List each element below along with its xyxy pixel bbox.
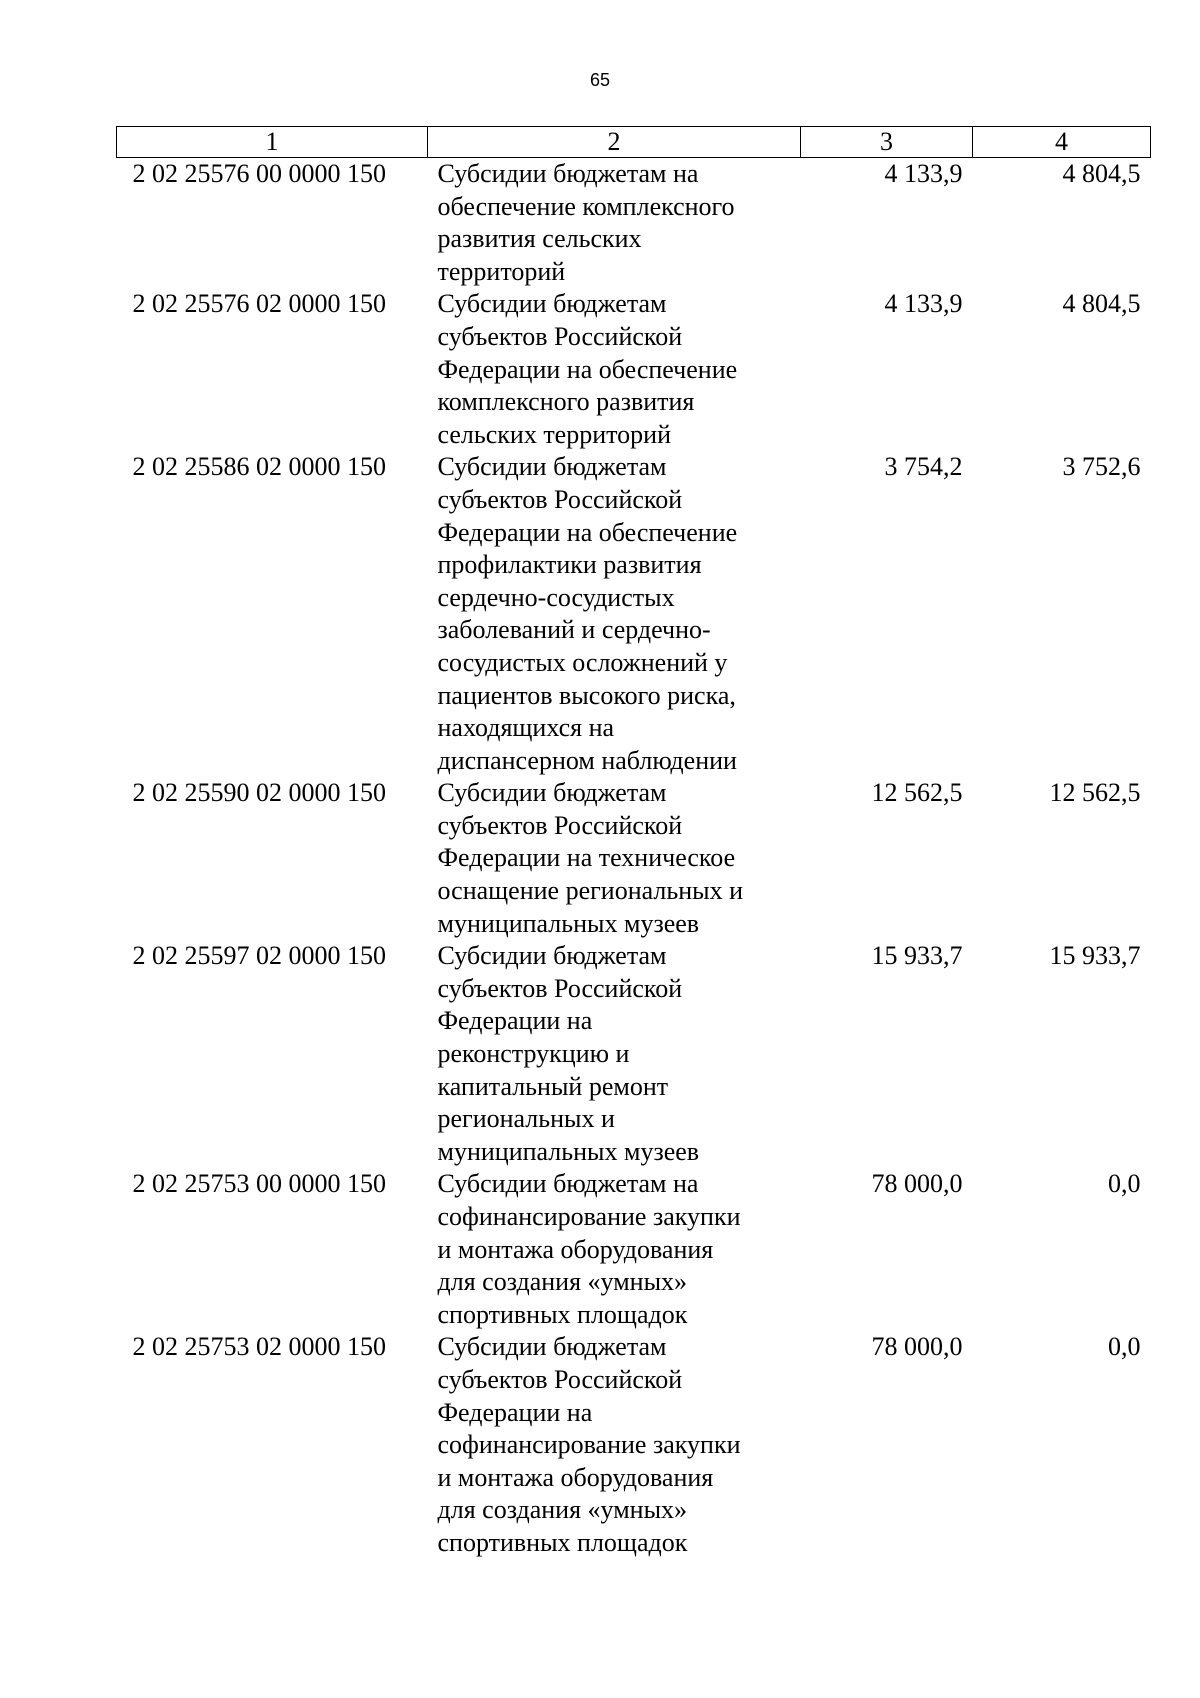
item-name-line: субъектов Российской bbox=[437, 321, 683, 351]
item-name-cell bbox=[428, 451, 801, 777]
item-name-cell bbox=[428, 288, 801, 451]
amount-column-4-cell: 12 562,5 bbox=[1049, 778, 1141, 808]
item-name-line: Субсидии бюджетам bbox=[437, 289, 667, 319]
item-name-line: находящихся на bbox=[437, 713, 615, 743]
item-name-line: софинансирование закупки bbox=[437, 1430, 741, 1460]
item-name-line: муниципальных музеев bbox=[437, 908, 700, 938]
table-row bbox=[117, 1331, 1151, 1559]
item-name-line: Федерации на bbox=[437, 1397, 593, 1427]
amount-column-4-cell: 3 752,6 bbox=[1062, 452, 1141, 482]
item-name-line: Субсидии бюджетам bbox=[437, 941, 667, 971]
item-name-line: комплексного развития bbox=[437, 387, 695, 417]
budget-code-cell: 2 02 25753 00 0000 150 bbox=[132, 1169, 386, 1199]
amount-column-4-cell: 4 804,5 bbox=[1062, 159, 1141, 188]
item-name-line: обеспечение комплексного bbox=[437, 191, 735, 221]
amount-column-4-cell: 0,0 bbox=[1108, 1332, 1141, 1362]
budget-code-cell: 2 02 25586 02 0000 150 bbox=[132, 452, 386, 482]
table-row bbox=[117, 288, 1151, 451]
item-name-line: пациентов высокого риска, bbox=[437, 680, 736, 710]
amount-column-4-cell: 4 804,5 bbox=[1062, 289, 1141, 319]
budget-code-cell: 2 02 25576 00 0000 150 bbox=[132, 159, 386, 188]
item-name-line: для создания «умных» bbox=[437, 1267, 688, 1297]
table-header-row bbox=[117, 127, 1151, 158]
budget-code-cell: 2 02 25576 02 0000 150 bbox=[132, 289, 386, 319]
budget-code-cell: 2 02 25590 02 0000 150 bbox=[132, 778, 386, 808]
item-name-line: софинансирование закупки bbox=[437, 1202, 741, 1231]
table-row bbox=[117, 1168, 1151, 1331]
item-name-line: диспансерном наблюдении bbox=[437, 745, 737, 775]
amount-column-3-cell: 12 562,5 bbox=[871, 778, 963, 808]
item-name-line: сосудистых осложнений у bbox=[437, 647, 728, 677]
item-name-line: спортивных площадок bbox=[437, 1299, 688, 1329]
item-name-line: Субсидии бюджетам на bbox=[437, 159, 699, 188]
item-name-line: для создания «умных» bbox=[437, 1495, 688, 1525]
column-header-2: 2 bbox=[428, 127, 801, 158]
amount-column-3-cell: 78 000,0 bbox=[871, 1332, 963, 1362]
table-row bbox=[117, 451, 1151, 777]
item-name-cell bbox=[428, 1331, 801, 1559]
item-name-line: и монтажа оборудования bbox=[437, 1234, 714, 1264]
item-name-cell bbox=[428, 158, 801, 289]
item-name-line: субъектов Российской bbox=[437, 973, 683, 1003]
column-header-3: 3 bbox=[801, 127, 973, 158]
amount-column-3-cell: 4 133,9 bbox=[884, 289, 963, 319]
table-row bbox=[117, 940, 1151, 1168]
table-row bbox=[117, 158, 1151, 289]
amount-column-3-cell: 3 754,2 bbox=[884, 452, 963, 482]
item-name-line: Федерации на обеспечение bbox=[437, 517, 738, 547]
item-name-line: региональных и bbox=[437, 1104, 615, 1134]
item-name-line: профилактики развития bbox=[437, 550, 702, 580]
item-name-line: территорий bbox=[437, 256, 566, 286]
page-number: 65 bbox=[589, 70, 611, 90]
amount-column-3-cell: 78 000,0 bbox=[871, 1169, 963, 1199]
budget-code-cell: 2 02 25597 02 0000 150 bbox=[132, 941, 386, 971]
item-name-line: заболеваний и сердечно- bbox=[437, 615, 711, 645]
item-name-line: Субсидии бюджетам bbox=[437, 778, 667, 808]
item-name-line: и монтажа оборудования bbox=[437, 1462, 714, 1492]
item-name-line: Субсидии бюджетам на bbox=[437, 1169, 699, 1199]
item-name-line: субъектов Российской bbox=[437, 484, 683, 514]
amount-column-4-cell: 15 933,7 bbox=[1049, 941, 1141, 971]
item-name-line: оснащение региональных и bbox=[437, 876, 743, 906]
table-row bbox=[117, 777, 1151, 940]
item-name-cell bbox=[428, 1168, 801, 1331]
budget-code-cell: 2 02 25753 02 0000 150 bbox=[132, 1332, 386, 1362]
item-name-line: реконструкцию и bbox=[437, 1039, 630, 1069]
table-body bbox=[117, 158, 1151, 1560]
item-name-line: субъектов Российской bbox=[437, 810, 683, 840]
amount-column-4-cell: 0,0 bbox=[1108, 1169, 1141, 1199]
item-name-line: спортивных площадок bbox=[437, 1527, 688, 1557]
item-name-line: развития сельских bbox=[437, 224, 642, 254]
item-name-line: Федерации на bbox=[437, 1006, 593, 1036]
column-header-4: 4 bbox=[973, 127, 1151, 158]
amount-column-3-cell: 15 933,7 bbox=[871, 941, 963, 971]
column-header-1: 1 bbox=[117, 127, 428, 158]
item-name-line: сердечно-сосудистых bbox=[437, 582, 675, 612]
item-name-line: сельских территорий bbox=[437, 419, 671, 449]
item-name-line: субъектов Российской bbox=[437, 1364, 683, 1394]
amount-column-3-cell: 4 133,9 bbox=[884, 159, 963, 188]
item-name-line: Федерации на техническое bbox=[437, 843, 736, 873]
item-name-cell bbox=[428, 940, 801, 1168]
item-name-line: Субсидии бюджетам bbox=[437, 452, 667, 482]
item-name-line: муниципальных музеев bbox=[437, 1136, 700, 1166]
item-name-cell bbox=[428, 777, 801, 940]
budget-revenue-table bbox=[116, 126, 1151, 1560]
item-name-line: Субсидии бюджетам bbox=[437, 1332, 667, 1362]
item-name-line: Федерации на обеспечение bbox=[437, 354, 738, 384]
item-name-line: капитальный ремонт bbox=[437, 1071, 669, 1101]
